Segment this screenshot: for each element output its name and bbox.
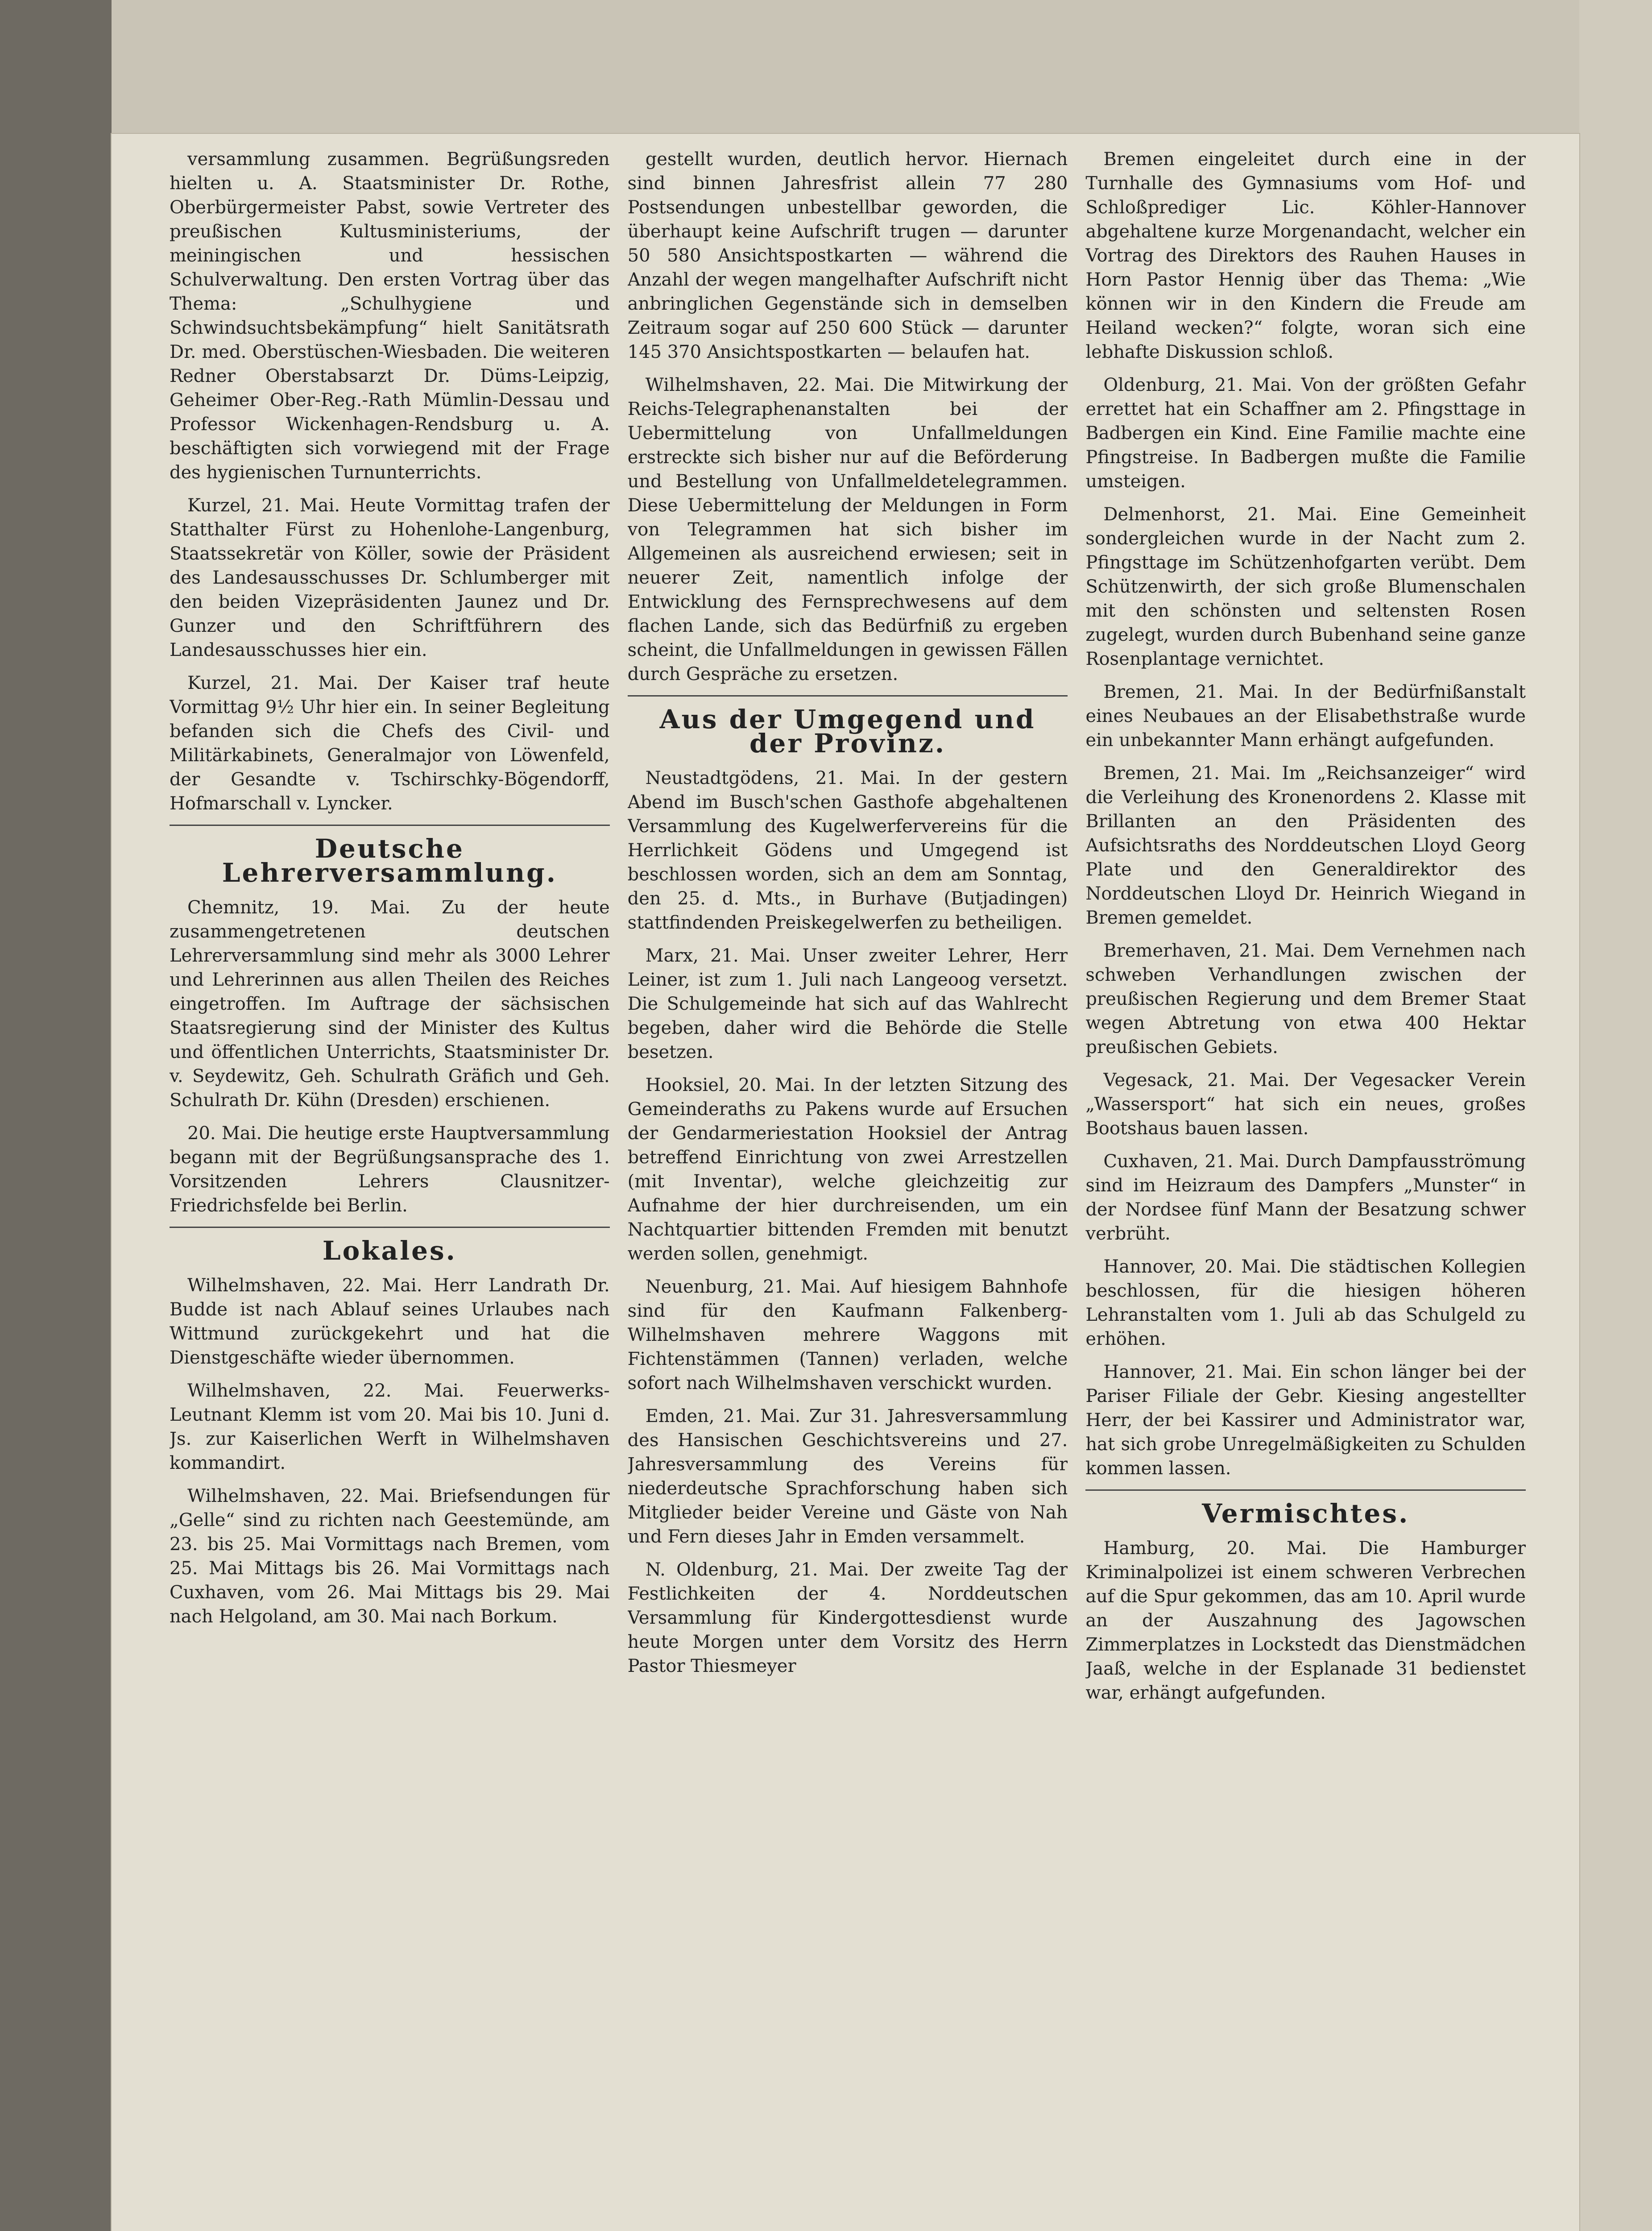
column-2: [628, 147, 1068, 2231]
section-rule: [170, 825, 610, 826]
article-text: Oldenburg, 21. Mai. Von der größten Gefahr errettet hat ein Schaffner am 2. Pfingsttage in Badbergen ein Kind. Eine Familie machte eine Pfingstreise. In Badbergen mußte die Familie umsteigen.: [1085, 375, 1526, 492]
article-text: Bremen, 21. Mai. In der Bedürfnißanstalt eines Neubaues an der Elisabethstraße wurde ein unbekannter Mann erhängt aufgefunden.: [1085, 682, 1526, 751]
article-text: Wilhelmshaven, 22. Mai. Die Mitwirkung der Reichs-Telegraphenanstalten bei der Uebermittelung von Unfallmeldungen erstreckte sich bisher nur auf die Beförderung und Bestellung von Unfallmeldetelegrammen. Diese Uebermittelung der Meldungen in Form von Telegrammen hat sich bisher im Allgemeinen als ausreichend erwiesen; seit in neuerer Zeit, namentlich infolge der Entwicklung des Fernsprechwesens auf dem flachen Lande, sich das Bedürfniß zu ergeben scheint, die Unfallmeldungen in gewissen Fällen durch Gespräche zu ersetzen.: [627, 375, 1068, 684]
article-text: Bremen eingeleitet durch eine in der Turnhalle des Gymnasiums vom Hof- und Schloßprediger Lic. Köhler-Hannover abgehaltene kurze Morgenandacht, welcher ein Vortrag des Direktors des Rauhen Hauses in Horn Pastor Hennig über das Thema: „Wie können wir in den Kindern die Freude am Heiland wecken?“ folgte, woran sich eine lebhafte Diskussion schloß.: [1085, 149, 1526, 362]
article-text: Wilhelmshaven, 22. Mai. Briefsendungen für „Gelle“ sind zu richten nach Geestemünde, am 23. bis 25. Mai Vormittags nach Bremen, vom 25. Mai Mittags bis 26. Mai Vormittags nach Cuxhaven, vom 26. Mai Mittags bis 29. Mai nach Helgoland, am 30. Mai nach Borkum.: [170, 1486, 610, 1627]
article-text: Wilhelmshaven, 22. Mai. Feuerwerks-Leutnant Klemm ist vom 20. Mai bis 10. Juni d. Js. zur Kaiserlichen Werft in Wilhelmshaven kommandirt.: [170, 1381, 610, 1473]
section-heading: Aus der Umgegend und der Provinz.: [659, 704, 1036, 759]
page-margin-right: [1579, 0, 1652, 2231]
article-text: Neuenburg, 21. Mai. Auf hiesigem Bahnhofe sind für den Kaufmann Falkenberg-Wilhelmshaven mehrere Waggons mit Fichtenstämmen (Tannen) verladen, welche sofort nach Wilhelmshaven verschickt wurden.: [627, 1277, 1068, 1393]
article-text: versammlung zusammen. Begrüßungsreden hielten u. A. Staatsminister Dr. Rothe, Oberbürgermeister Pabst, sowie Vertreter des preußischen Kultusministeriums, der meiningischen und hessischen Schulverwaltung. Den ersten Vortrag über das Thema: „Schulhygiene und Schwindsuchtsbekämpfung“ hielt Sanitätsrath Dr. med. Oberstüschen-Wiesbaden. Die weiteren Redner Oberstabsarzt Dr. Düms-Leipzig, Geheimer Ober-Reg.-Rath Mümlin-Dessau und Professor Wickenhagen-Rendsburg u. A. beschäftigten sich vorwiegend mit der Frage des hygienischen Turnunterrichts.: [170, 149, 610, 483]
section-heading: Lokales.: [322, 1236, 457, 1266]
article-text: Neustadtgödens, 21. Mai. In der gestern Abend im Busch'schen Gasthofe abgehaltenen Versammlung des Kugelwerfervereins für die Herrlichkeit Gödens und Umgegend ist beschlossen worden, sich an dem am Sonntag, den 25. d. Mts., in Burhave (Butjadingen) stattfindenden Preiskegelwerfen zu betheiligen.: [627, 768, 1068, 933]
article-text: 20. Mai. Die heutige erste Hauptversammlung begann mit der Begrüßungsansprache des 1. Vorsitzenden Lehrers Clausnitzer-Friedrichsfelde bei Berlin.: [170, 1123, 610, 1216]
column-1: [170, 147, 610, 2231]
section-rule: [628, 695, 1068, 697]
article-text: Marx, 21. Mai. Unser zweiter Lehrer, Herr Leiner, ist zum 1. Juli nach Langeoog versetzt. Die Schulgemeinde hat sich auf das Wahlrecht begeben, daher wird die Behörde die Stelle besetzen.: [627, 945, 1068, 1062]
article-text: Emden, 21. Mai. Zur 31. Jahresversammlung des Hansischen Geschichtsvereins und 27. Jahresversammlung des Vereins für niederdeutsche Sprachforschung haben sich Mitglieder beider Vereine und Gäste von Nah und Fern dieses Jahr in Emden versammelt.: [627, 1406, 1068, 1547]
newspaper-page: [112, 134, 1579, 2231]
article-text: Hooksiel, 20. Mai. In der letzten Sitzung des Gemeinderaths zu Pakens wurde auf Ersuchen der Gendarmeriestation Hooksiel der Antrag betreffend Einrichtung von zwei Arrestzellen (mit Inventar), welche gleichzeitig zur Aufnahme der hier durchreisenden, um ein Nachtquartier bittenden Fremden mit benutzt werden sollen, genehmigt.: [627, 1075, 1068, 1264]
article-text: Chemnitz, 19. Mai. Zu der heute zusammengetretenen deutschen Lehrerversammlung sind mehr als 3000 Lehrer und Lehrerinnen aus allen Theilen des Reiches eingetroffen. Im Auftrage der sächsischen Staatsregierung sind der Minister des Kultus und öffentlichen Unterrichts, Staatsminister Dr. v. Seydewitz, Geh. Schulrath Gräfich und Geh. Schulrath Dr. Kühn (Dresden) erschienen.: [170, 897, 610, 1111]
section-rule: [170, 1227, 610, 1228]
article-text: Vegesack, 21. Mai. Der Vegesacker Verein „Wassersport“ hat sich ein neues, großes Bootshaus bauen lassen.: [1085, 1070, 1526, 1139]
article-text: gestellt wurden, deutlich hervor. Hiernach sind binnen Jahresfrist allein 77 280 Postsendungen unbestellbar geworden, die überhaupt keine Aufschrift trugen — darunter 50 580 Ansichtspostkarten — während die Anzahl der wegen mangelhafter Aufschrift nicht anbringlichen Gegenstände sich in demselben Zeitraum sogar auf 250 600 Stück — darunter 145 370 Ansichtspostkarten — belaufen hat.: [627, 149, 1068, 362]
article-text: Bremen, 21. Mai. Im „Reichsanzeiger“ wird die Verleihung des Kronenordens 2. Klasse mit Brillanten an den Präsidenten des Aufsichtsraths des Norddeutschen Lloyd Georg Plate und den Generaldirektor des Norddeutschen Lloyd Dr. Heinrich Wiegand in Bremen gemeldet.: [1085, 763, 1526, 928]
section-heading: Deutsche Lehrerversammlung.: [222, 834, 557, 888]
column-container: [170, 147, 1526, 2231]
article-text: Hannover, 20. Mai. Die städtischen Kollegien beschlossen, für die hiesigen höheren Lehranstalten vom 1. Juli ab das Schulgeld zu erhöhen.: [1085, 1256, 1526, 1349]
article-text: Wilhelmshaven, 22. Mai. Herr Landrath Dr. Budde ist nach Ablauf seines Urlaubes nach Wittmund zurückgekehrt und hat die Dienstgeschäfte wieder übernommen.: [170, 1275, 610, 1368]
article-text: Kurzel, 21. Mai. Heute Vormittag trafen der Statthalter Fürst zu Hohenlohe-Langenburg, Staatssekretär von Köller, sowie der Präsident des Landesausschusses Dr. Schlumberger mit den beiden Vizepräsidenten Jaunez und Dr. Gunzer und den Schriftführern des Landesausschusses hier ein.: [170, 495, 610, 660]
article-text: N. Oldenburg, 21. Mai. Der zweite Tag der Festlichkeiten der 4. Norddeutschen Versammlung für Kindergottesdienst wurde heute Morgen unter dem Vorsitz des Herrn Pastor Thiesmeyer: [627, 1559, 1068, 1676]
article-text: Delmenhorst, 21. Mai. Eine Gemeinheit sondergleichen wurde in der Nacht zum 2. Pfingsttage im Schützenhofgarten verübt. Dem Schützenwirth, der sich große Blumenschalen mit den schönsten und seltensten Rosen zugelegt, wurden durch Bubenhand seine ganze Rosenplantage vernichtet.: [1085, 504, 1526, 669]
column-3: [1085, 147, 1526, 2231]
article-text: Kurzel, 21. Mai. Der Kaiser traf heute Vormittag 9½ Uhr hier ein. In seiner Begleitung befanden sich die Chefs des Civil- und Militärkabinets, Generalmajor von Löwenfeld, der Gesandte v. Tschirschky-Bögendorff, Hofmarschall v. Lyncker.: [170, 673, 610, 814]
article-text: Hamburg, 20. Mai. Die Hamburger Kriminalpolizei ist einem schweren Verbrechen auf die Spur gekommen, das am 10. April wurde an der Auszahnung des Jagowschen Zimmerplatzes in Lockstedt das Dienstmädchen Jaaß, welche in der Esplanade 31 bedienstet war, erhängt aufgefunden.: [1085, 1538, 1526, 1703]
section-heading: Vermischtes.: [1202, 1498, 1410, 1529]
article-text: Bremerhaven, 21. Mai. Dem Vernehmen nach schweben Verhandlungen zwischen der preußischen Regierung und dem Bremer Staat wegen Abtretung von etwa 400 Hektar preußischen Gebiets.: [1085, 941, 1526, 1057]
section-rule: [1085, 1489, 1526, 1491]
article-text: Hannover, 21. Mai. Ein schon länger bei der Pariser Filiale der Gebr. Kiesing angestellter Herr, der bei Kassirer und Administrator war, hat sich grobe Unregelmäßigkeiten zu Schulden kommen lassen.: [1085, 1362, 1526, 1479]
page-binding-edge: [0, 0, 112, 2231]
article-text: Cuxhaven, 21. Mai. Durch Dampfausströmung sind im Heizraum des Dampfers „Munster“ in der Nordsee fünf Mann der Besatzung schwer verbrüht.: [1085, 1151, 1526, 1244]
